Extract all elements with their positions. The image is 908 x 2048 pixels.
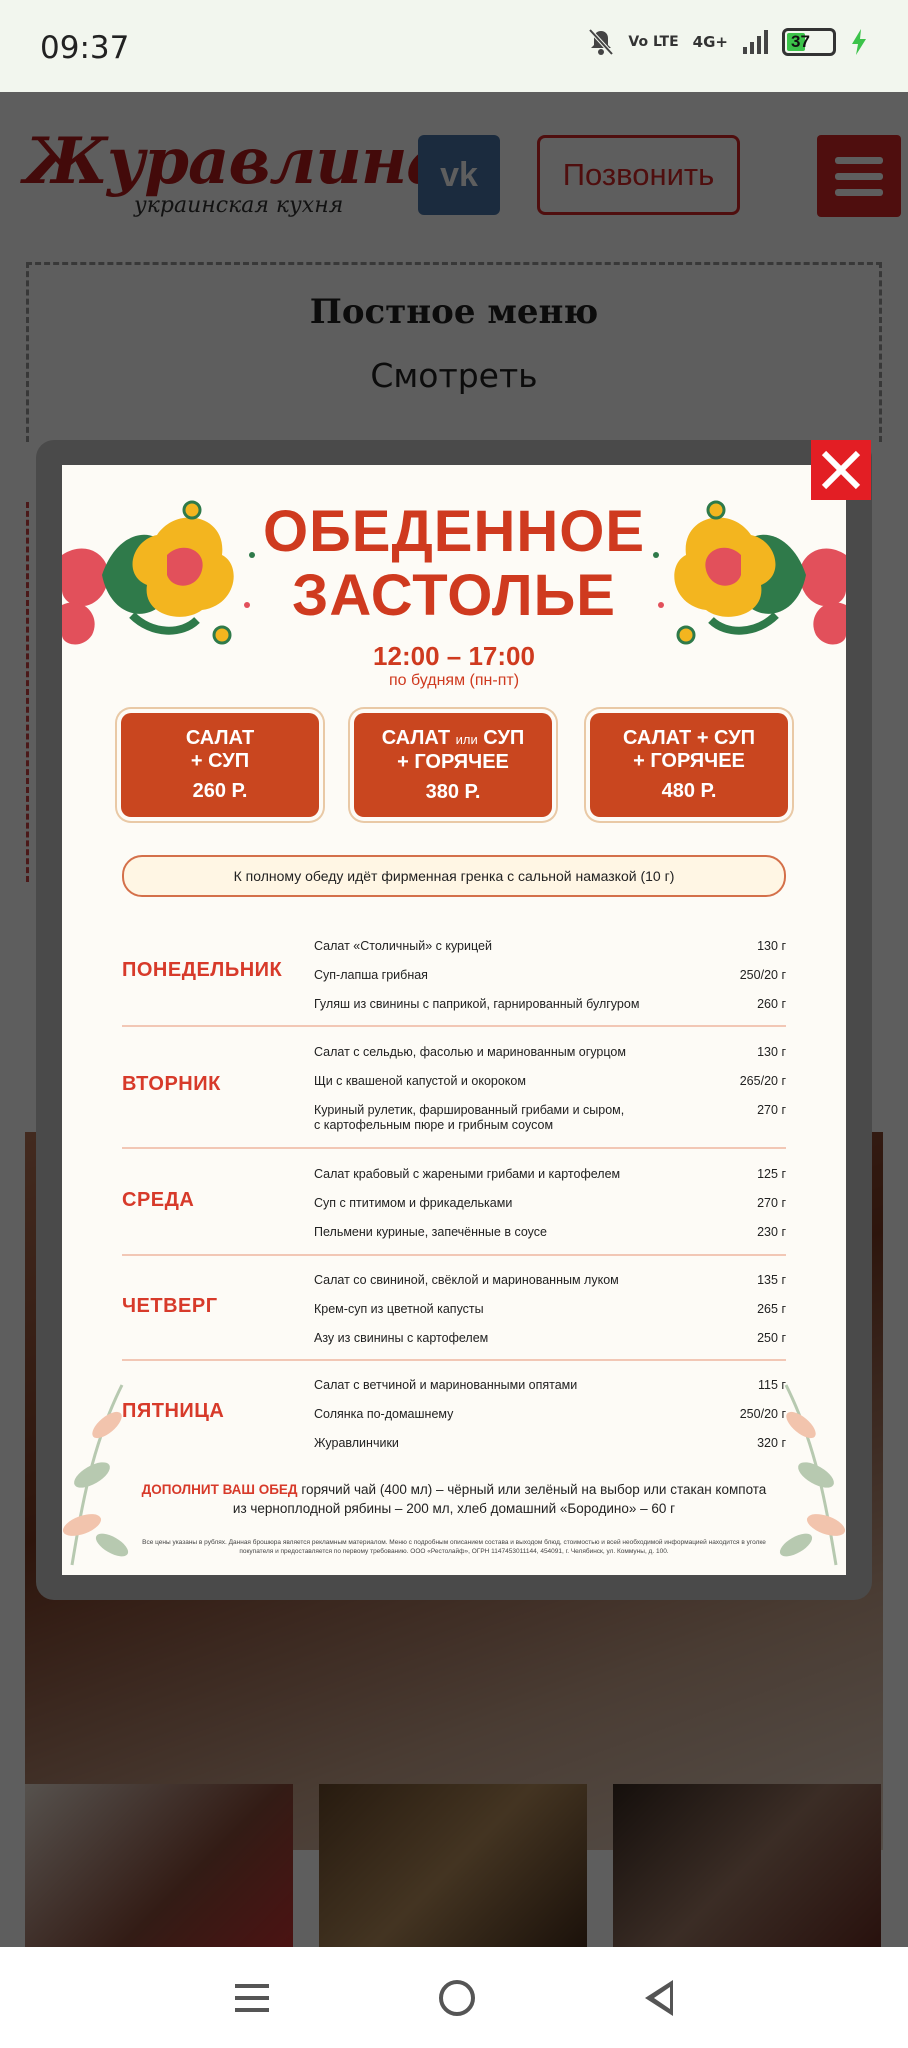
dish-name: Крем-суп из цветной капусты <box>314 1302 484 1316</box>
dish-row <box>314 1196 786 1211</box>
day-name: СРЕДА <box>122 1189 195 1211</box>
combo-label: СУП <box>483 727 525 749</box>
day-name: ЧЕТВЕРГ <box>122 1295 218 1317</box>
flyer-title-line: ОБЕДЕННОЕ <box>262 499 646 564</box>
divider <box>122 1147 786 1149</box>
dish-row <box>314 1273 786 1288</box>
dish-weight: 130 г <box>757 1045 786 1059</box>
dish-name: Суп с птитимом и фрикадельками <box>314 1196 513 1210</box>
dish-weight: 265/20 г <box>739 1074 786 1088</box>
combo-label: САЛАТ <box>185 727 255 749</box>
status-time: 09:37 <box>40 30 130 66</box>
bread-note: К полному обеду идёт фирменная гренка с сальной намазкой (10 г) <box>122 855 786 897</box>
close-button[interactable] <box>811 440 871 500</box>
combo-label: + СУП <box>190 750 250 772</box>
signal-icon <box>742 29 768 55</box>
dish-row <box>314 1378 786 1393</box>
divider <box>122 1025 786 1027</box>
dish-weight: 250/20 г <box>739 968 786 982</box>
dish-name: Пельмени куриные, запечённые в соусе <box>314 1225 547 1239</box>
combo-label: + ГОРЯЧЕЕ <box>633 750 745 772</box>
dish-row <box>314 1302 786 1317</box>
dish-row <box>314 1436 786 1451</box>
leaf-ornament-right <box>766 1365 846 1575</box>
dish-row <box>314 968 786 983</box>
dish-row <box>314 1331 786 1346</box>
day-name: ВТОРНИК <box>122 1073 221 1095</box>
recents-icon[interactable] <box>235 1984 269 2012</box>
fine-print: Все цены указаны в рублях. Данная брошюра является рекламным материалом. Меню с подробным описанием состава и выходом блюд, стоимостью и всей необходимой информацией находится в уголке покупателя и предоставляется по первому требованию. ООО «Рестолайф», ОГРН 1147453011144, 454091, г. Челябинск, ул. Коммуны, д. 100. <box>142 1539 766 1555</box>
combo-salad-soup <box>121 713 319 817</box>
battery-icon <box>782 28 836 56</box>
combo-label: САЛАТ + СУП <box>622 727 756 749</box>
extras-text: из черноплодной рябины – 200 мл, хлеб домашний «Бородино» – 60 г <box>232 1501 676 1516</box>
lunch-menu-flyer <box>62 465 846 1575</box>
combo-label: + ГОРЯЧЕЕ <box>397 751 509 773</box>
dish-name: Куриный рулетик, фаршированный грибами и сыром, <box>314 1103 625 1117</box>
dish-row <box>314 939 786 954</box>
dish-row <box>314 1167 786 1182</box>
combo-salad-soup-hot <box>590 713 788 817</box>
status-icons <box>588 28 868 56</box>
back-icon[interactable] <box>645 1980 673 2016</box>
flyer-title <box>62 500 846 628</box>
day-name: ПОНЕДЕЛЬНИК <box>122 959 283 981</box>
lunch-extras <box>122 1480 786 1518</box>
lunch-hours: 12:00 – 17:00 <box>373 641 535 671</box>
dish-name: Азу из свинины с картофелем <box>314 1331 489 1345</box>
dish-name: Салат с ветчиной и маринованными опятами <box>314 1378 578 1392</box>
dish-name: Гуляш из свинины с паприкой, гарнированный булгуром <box>314 997 640 1011</box>
dish-weight: 320 г <box>757 1436 786 1450</box>
dish-weight: 260 г <box>757 997 786 1011</box>
dish-weight: 115 г <box>758 1378 786 1392</box>
combo-salad-or-soup-hot <box>354 713 552 817</box>
dish-weight: 250/20 г <box>739 1407 786 1421</box>
dish-row <box>314 1074 786 1089</box>
dish-name: Щи с квашеной капустой и окороком <box>314 1074 526 1088</box>
dish-row <box>314 1407 786 1422</box>
dish-weight: 265 г <box>757 1302 786 1316</box>
dish-name: Салат крабовый с жареными грибами и картофелем <box>314 1167 621 1181</box>
dish-weight: 270 г <box>757 1103 786 1117</box>
dish-name: Солянка по-домашнему <box>314 1407 454 1421</box>
divider <box>122 1359 786 1361</box>
bell-off-icon <box>588 28 614 56</box>
system-nav-bar <box>0 1947 908 2048</box>
combo-price: 260 Р. <box>192 780 248 802</box>
dish-name: Салат с сельдью, фасолью и маринованным огурцом <box>314 1045 626 1059</box>
extras-lead: ДОПОЛНИТ ВАШ ОБЕД <box>141 1482 298 1497</box>
dish-weight: 135 г <box>757 1273 786 1287</box>
volte-indicator: Vo LTE <box>628 34 679 50</box>
dish-weight: 130 г <box>757 939 786 953</box>
dish-weight: 270 г <box>757 1196 786 1210</box>
combo-or: или <box>455 732 478 747</box>
dish-weight: 125 г <box>757 1167 786 1181</box>
lunch-days: по будням (пн-пт) <box>388 672 520 689</box>
day-name: ПЯТНИЦА <box>122 1400 225 1422</box>
charging-icon <box>850 28 868 56</box>
close-icon <box>819 448 863 492</box>
dish-name-cont: с картофельным пюре и грибным соусом <box>314 1118 554 1132</box>
battery-level: 37 <box>791 32 810 51</box>
network-type: 4G+ <box>692 33 728 51</box>
dish-row <box>314 1225 786 1240</box>
dish-name: Салат «Столичный» с курицей <box>314 939 492 953</box>
dish-row <box>314 1045 786 1060</box>
combo-price: 480 Р. <box>661 780 717 802</box>
combo-price: 380 Р. <box>425 781 481 803</box>
combo-label: САЛАТ <box>381 727 451 749</box>
divider <box>122 1254 786 1256</box>
dish-weight: 230 г <box>757 1225 786 1239</box>
dish-name: Журавлинчики <box>314 1436 399 1450</box>
dish-name: Суп-лапша грибная <box>314 968 428 982</box>
dish-name: Салат со свининой, свёклой и маринованным луком <box>314 1273 619 1287</box>
extras-text: горячий чай (400 мл) – чёрный или зелёный на выбор или стакан компота <box>301 1482 767 1497</box>
dish-weight: 250 г <box>757 1331 786 1345</box>
status-bar <box>0 0 908 92</box>
leaf-ornament-left <box>62 1365 142 1575</box>
home-icon[interactable] <box>439 1980 475 2016</box>
dish-row <box>314 997 786 1012</box>
flyer-title-line: ЗАСТОЛЬЕ <box>292 563 616 628</box>
dish-row <box>314 1103 786 1133</box>
